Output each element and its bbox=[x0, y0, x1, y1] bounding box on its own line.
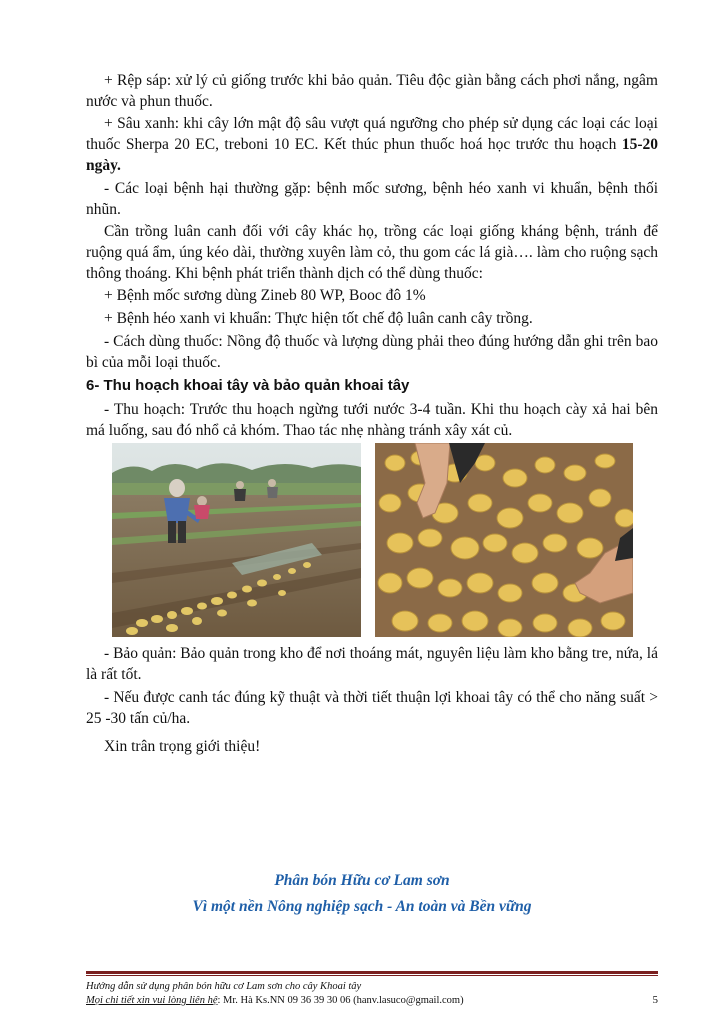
paragraph-crop-rotation: Cần trồng luân canh đối với cây khác họ, trồng các loại giống kháng bệnh, tránh để ruộng quá ẩm, úng kéo dài, thường xuyên làm cỏ, thu gom các lá già…. làm cho ruộng sạch thông thoáng. Khi bệnh phát triển thành dịch có thể dùng thuốc: bbox=[86, 223, 658, 282]
slogan-tagline: Vì một nền Nông nghiệp sạch - An toàn và Bền vững bbox=[192, 898, 532, 915]
potato-closeup-photo bbox=[375, 443, 633, 637]
section-heading-harvest: 6- Thu hoạch khoai tây và bảo quản khoai tây bbox=[86, 377, 410, 394]
harvest-interval: 15-20 ngày. bbox=[86, 136, 658, 174]
footer-guide-title: Hướng dẫn sử dụng phân bón hữu cơ Lam sơn cho cây Khoai tây bbox=[86, 981, 362, 992]
paragraph-heo-xanh: + Bệnh héo xanh vi khuẩn: Thực hiện tốt chế độ luân canh cây trồng. bbox=[104, 310, 533, 327]
paragraph-moc-suong: + Bệnh mốc sương dùng Zineb 80 WP, Booc đô 1% bbox=[104, 287, 426, 304]
paragraph-sau-xanh: + Sâu xanh: khi cây lớn mật độ sâu vượt quá ngưỡng cho phép sử dụng các loại các loại thuốc Sherpa 20 EC, treboni 10 EC. Kết thúc phun thuốc hoá học trước thu hoạch 15-20 ngày. bbox=[86, 115, 658, 174]
paragraph-storage: - Bảo quản: Bảo quản trong kho để nơi thoáng mát, nguyên liệu làm kho bằng tre, nứa, lá là rất tốt. bbox=[86, 645, 658, 683]
footer-rule bbox=[86, 971, 658, 974]
paragraph-usage: - Cách dùng thuốc: Nồng độ thuốc và lượng dùng phải theo đúng hướng dẫn ghi trên bao bì của mỗi loại thuốc. bbox=[86, 333, 658, 371]
page-number: 5 bbox=[652, 994, 658, 1006]
footer-contact bbox=[86, 994, 658, 1007]
paragraph-common-diseases: - Các loại bệnh hại thường gặp: bệnh mốc sương, bệnh héo xanh vi khuẩn, bệnh thối nhũn. bbox=[86, 180, 658, 218]
paragraph-harvest: - Thu hoạch: Trước thu hoạch ngừng tưới nước 3-4 tuần. Khi thu hoạch cày xả hai bên má luống, sau đó nhổ cả khóm. Thao tác nhẹ nhàng tránh xây xát củ. bbox=[86, 401, 658, 439]
footer-contact-details: : Mr. Hà Ks.NN 09 36 39 30 06 (hanv.lasuco@gmail.com) bbox=[217, 995, 464, 1006]
footer-contact-label: Mọi chi tiết xin vui lòng liên hệ bbox=[86, 995, 218, 1006]
paragraph-closing: Xin trân trọng giới thiệu! bbox=[104, 738, 261, 755]
paragraph-rep-sap: + Rệp sáp: xử lý củ giống trước khi bảo quản. Tiêu độc giàn bằng cách phơi nắng, ngâm nước và phun thuốc. bbox=[86, 72, 658, 110]
footer-rule-thin bbox=[86, 975, 658, 976]
field-harvest-photo bbox=[112, 443, 361, 637]
paragraph-yield: - Nếu được canh tác đúng kỹ thuật và thời tiết thuận lợi khoai tây có thể cho năng suất > 25 -30 tấn củ/ha. bbox=[86, 689, 658, 727]
slogan-brand: Phân bón Hữu cơ Lam sơn bbox=[274, 872, 450, 889]
